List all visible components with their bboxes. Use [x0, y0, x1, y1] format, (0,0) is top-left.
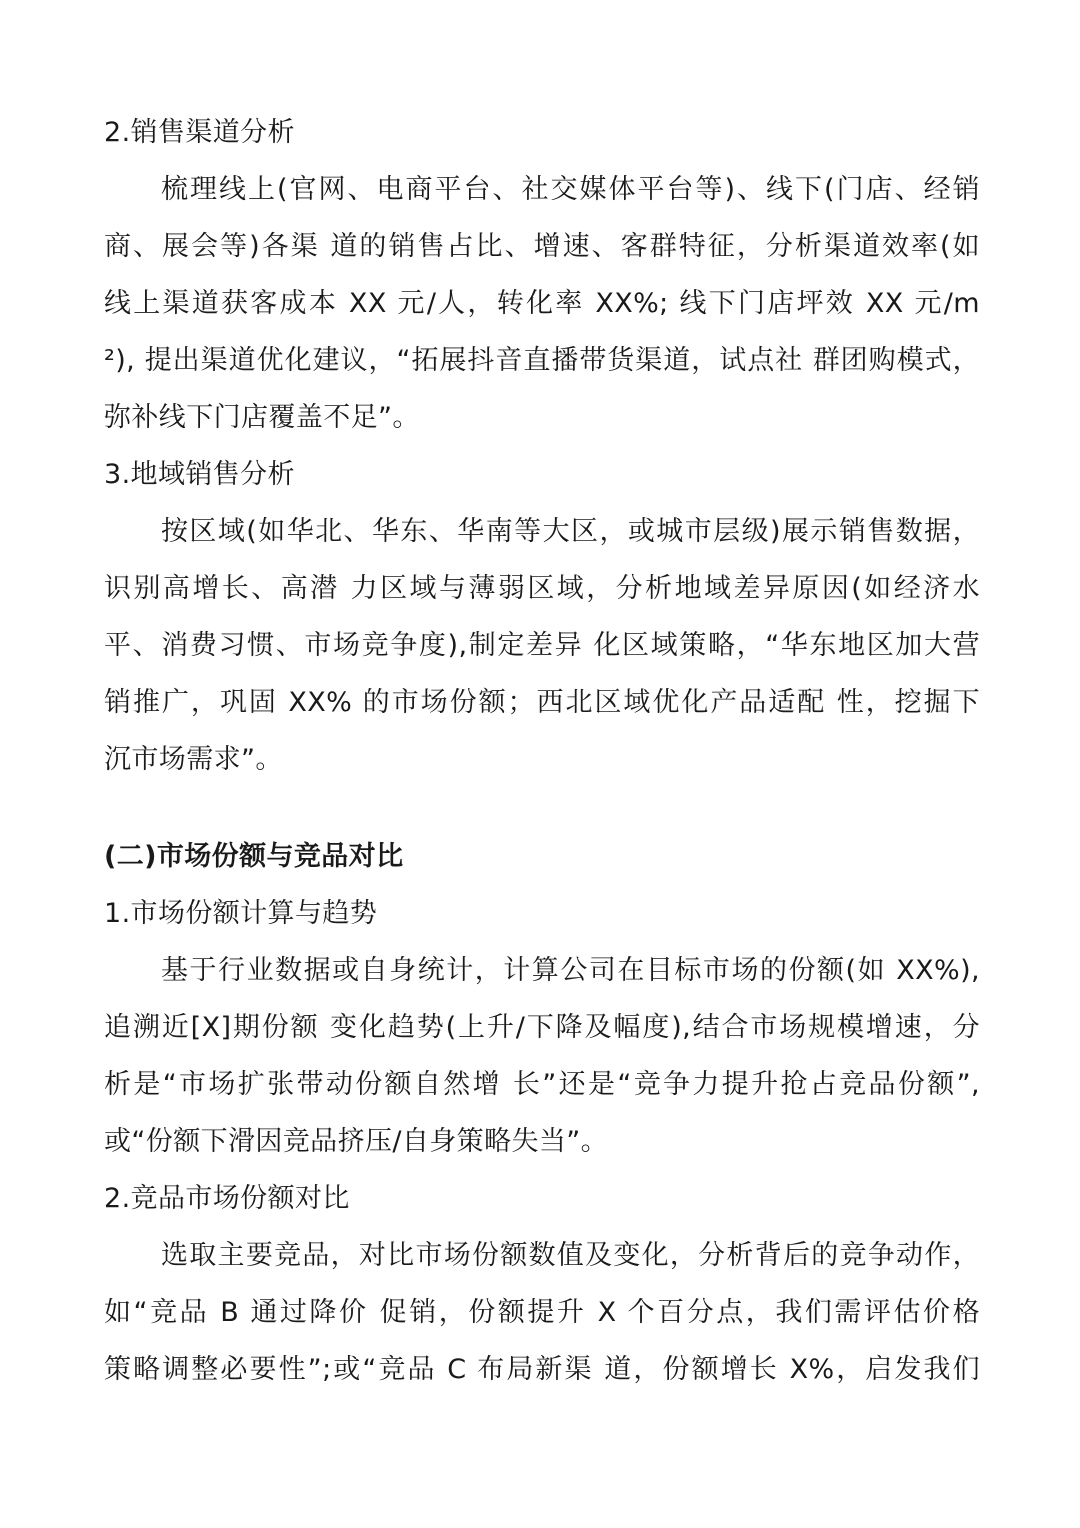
paragraph-line: 弥补线下门店覆盖不足”。 [104, 402, 420, 433]
paragraph-line: ²), 提出渠道优化建议，“拓展抖音直播带货渠道，试点社 群团购模式， [104, 345, 980, 376]
paragraph-line: 沉市场需求”。 [104, 744, 283, 775]
section-heading-region: 3.地域销售分析 [104, 459, 295, 490]
paragraph-line: 如“竞品 B 通过降价 促销，份额提升 X 个百分点，我们需评估价格 [104, 1297, 980, 1328]
paragraph-line: 或“份额下滑因竞品挤压/自身策略失当”。 [104, 1126, 609, 1157]
paragraph-line: 析是“市场扩张带动份额自然增 长”还是“竞争力提升抢占竞品份额”, [104, 1069, 980, 1100]
paragraph-line: 平、消费习惯、市场竞争度),制定差异 化区域策略，“华东地区加大营 [104, 630, 980, 661]
section-title-market-share: (二)市场份额与竞品对比 [104, 841, 404, 872]
paragraph-line: 商、展会等)各渠 道的销售占比、增速、客群特征，分析渠道效率(如 [104, 231, 980, 262]
paragraph-line: 按区域(如华北、华东、华南等大区，或城市层级)展示销售数据， [161, 516, 980, 547]
section-spacer [104, 788, 980, 828]
paragraph-line: 选取主要竞品，对比市场份额数值及变化，分析背后的竞争动作， [161, 1240, 980, 1271]
document-page [104, 104, 980, 1398]
subsection-heading-competitor-share: 2.竞品市场份额对比 [104, 1183, 350, 1214]
paragraph-line: 梳理线上(官网、电商平台、社交媒体平台等)、线下(门店、经销 [161, 174, 980, 205]
paragraph-line: 线上渠道获客成本 XX 元/人，转化率 XX%; 线下门店坪效 XX 元/m [104, 288, 980, 319]
paragraph-line: 销推广，巩固 XX% 的市场份额；西北区域优化产品适配 性，挖掘下 [104, 687, 980, 718]
paragraph-line: 追溯近[X]期份额 变化趋势(上升/下降及幅度),结合市场规模增速，分 [104, 1012, 980, 1043]
paragraph-line: 基于行业数据或自身统计，计算公司在目标市场的份额(如 XX%), [161, 955, 980, 986]
paragraph-line: 识别高增长、高潜 力区域与薄弱区域，分析地域差异原因(如经济水 [104, 573, 980, 604]
section-heading-channel: 2.销售渠道分析 [104, 117, 295, 148]
paragraph-line: 策略调整必要性”;或“竞品 C 布局新渠 道，份额增长 X%，启发我们 [104, 1354, 980, 1385]
subsection-heading-share-trend: 1.市场份额计算与趋势 [104, 898, 378, 929]
